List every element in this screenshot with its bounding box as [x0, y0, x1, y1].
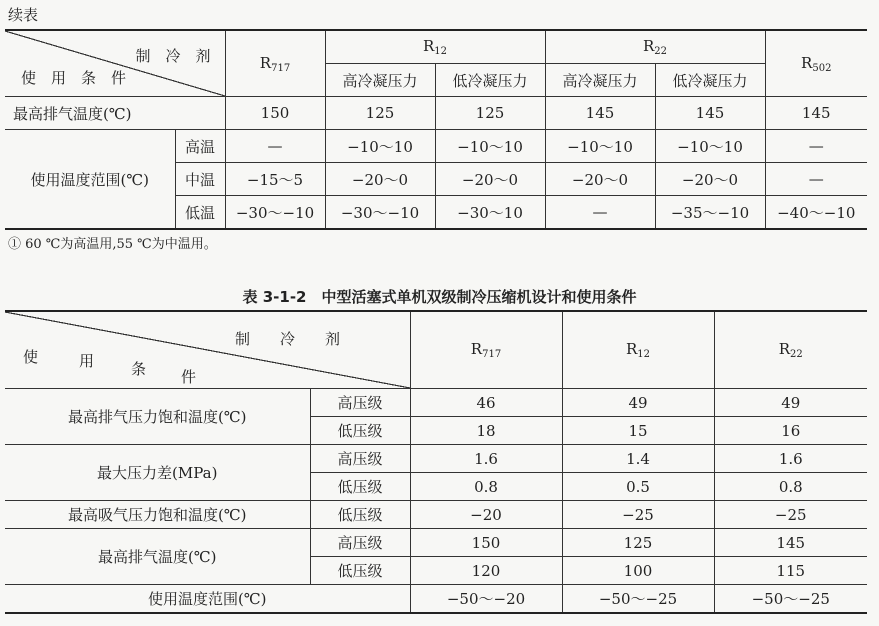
table-cell: 16 [714, 417, 867, 445]
table-cell: −35～−10 [655, 196, 765, 230]
header-conditions-2: 用 [79, 352, 95, 370]
table-cell: 145 [655, 97, 765, 130]
header-r12-low: 低冷凝压力 [435, 64, 545, 97]
row-sublabel: 高压级 [310, 389, 410, 417]
table-cell: −20～0 [325, 163, 435, 196]
diagonal-header-cell [5, 311, 410, 389]
table-cell: −20 [410, 501, 562, 529]
table-cell: — [545, 196, 655, 230]
table-cell: 125 [325, 97, 435, 130]
table-refrigerant-conditions-continued [5, 29, 867, 230]
table-cell: −20～0 [435, 163, 545, 196]
header-conditions-4: 件 [181, 368, 197, 386]
header-refrigerant: 制 冷 剂 [135, 47, 211, 65]
table-cell: 0.5 [562, 473, 714, 501]
header-r12: $R_{12}$ [562, 311, 714, 389]
continued-label: 续表 [8, 6, 39, 24]
table-cell: −10～10 [325, 130, 435, 163]
row-sublabel: 低温 [175, 196, 225, 230]
header-conditions-3: 条 [131, 360, 147, 378]
row-label: 使用温度范围(℃) [5, 130, 175, 230]
row-sublabel: 高压级 [310, 529, 410, 557]
header-conditions: 使 用 条 件 [21, 69, 127, 87]
table-cell: −30～10 [435, 196, 545, 230]
diagonal-header-cell [5, 30, 225, 97]
table-cell: 150 [410, 529, 562, 557]
header-r502: $R_{502}$ [765, 30, 867, 97]
table-row [5, 585, 867, 614]
table-cell: −50～−20 [410, 585, 562, 614]
table-cell: −30～−10 [325, 196, 435, 230]
table-cell: 150 [225, 97, 325, 130]
header-r22-high: 高冷凝压力 [545, 64, 655, 97]
table-cell: 120 [410, 557, 562, 585]
row-sublabel: 高温 [175, 130, 225, 163]
table-cell: −15～5 [225, 163, 325, 196]
footnote: ① 60 ℃为高温用,55 ℃为中温用。 [8, 237, 217, 252]
table-cell: 115 [714, 557, 867, 585]
table-row [5, 501, 867, 529]
table-cell: −20～0 [655, 163, 765, 196]
row-sublabel: 中温 [175, 163, 225, 196]
table-cell: −10～10 [545, 130, 655, 163]
table-cell: −50～−25 [562, 585, 714, 614]
row-label: 使用温度范围(℃) [5, 585, 410, 614]
header-r22-low: 低冷凝压力 [655, 64, 765, 97]
table-cell: 145 [545, 97, 655, 130]
table-row [5, 445, 867, 473]
table-cell: −10～10 [655, 130, 765, 163]
row-label: 最高吸气压力饱和温度(℃) [5, 501, 310, 529]
row-label: 最高排气温度(℃) [5, 529, 310, 585]
table-cell: 15 [562, 417, 714, 445]
row-sublabel: 低压级 [310, 417, 410, 445]
table-cell: −40～−10 [765, 196, 867, 230]
row-sublabel: 高压级 [310, 445, 410, 473]
header-r717: $R_{717}$ [225, 30, 325, 97]
header-refrigerant: 制 冷 剂 [235, 330, 341, 348]
table-cell: 145 [714, 529, 867, 557]
row-label: 最高排气压力饱和温度(℃) [5, 389, 310, 445]
header-r12-high: 高冷凝压力 [325, 64, 435, 97]
table-cell: −30～−10 [225, 196, 325, 230]
header-r22: $R_{22}$ [714, 311, 867, 389]
table-row [5, 389, 867, 417]
row-sublabel: 低压级 [310, 473, 410, 501]
table-cell: −25 [562, 501, 714, 529]
table-cell: 125 [562, 529, 714, 557]
table-cell: — [225, 130, 325, 163]
table-cell: −20～0 [545, 163, 655, 196]
header-r12: $R_{12}$ [325, 30, 545, 64]
table-cell: 125 [435, 97, 545, 130]
row-sublabel: 低压级 [310, 501, 410, 529]
table-cell: 145 [765, 97, 867, 130]
table-cell: 1.6 [410, 445, 562, 473]
table-cell: 0.8 [714, 473, 867, 501]
table-cell: −10～10 [435, 130, 545, 163]
table-cell: 49 [714, 389, 867, 417]
table-cell: −50～−25 [714, 585, 867, 614]
table-row [5, 130, 867, 163]
table-cell: 1.4 [562, 445, 714, 473]
table-cell: 46 [410, 389, 562, 417]
table-cell: 18 [410, 417, 562, 445]
table-cell: −25 [714, 501, 867, 529]
header-r717: $R_{717}$ [410, 311, 562, 389]
row-label: 最高排气温度(℃) [5, 97, 225, 130]
table-cell: — [765, 163, 867, 196]
table-cell: 0.8 [410, 473, 562, 501]
table-cell: 100 [562, 557, 714, 585]
table-row [5, 97, 867, 130]
row-label: 最大压力差(MPa) [5, 445, 310, 501]
table-two-stage-compressor-conditions [5, 310, 867, 614]
table-cell: 49 [562, 389, 714, 417]
table-cell: 1.6 [714, 445, 867, 473]
header-conditions-1: 使 [23, 348, 39, 366]
row-sublabel: 低压级 [310, 557, 410, 585]
table-row [5, 529, 867, 557]
table-cell: — [765, 130, 867, 163]
header-r22: $R_{22}$ [545, 30, 765, 64]
table-caption: 表 3-1-2 中型活塞式单机双级制冷压缩机设计和使用条件 [242, 288, 637, 306]
